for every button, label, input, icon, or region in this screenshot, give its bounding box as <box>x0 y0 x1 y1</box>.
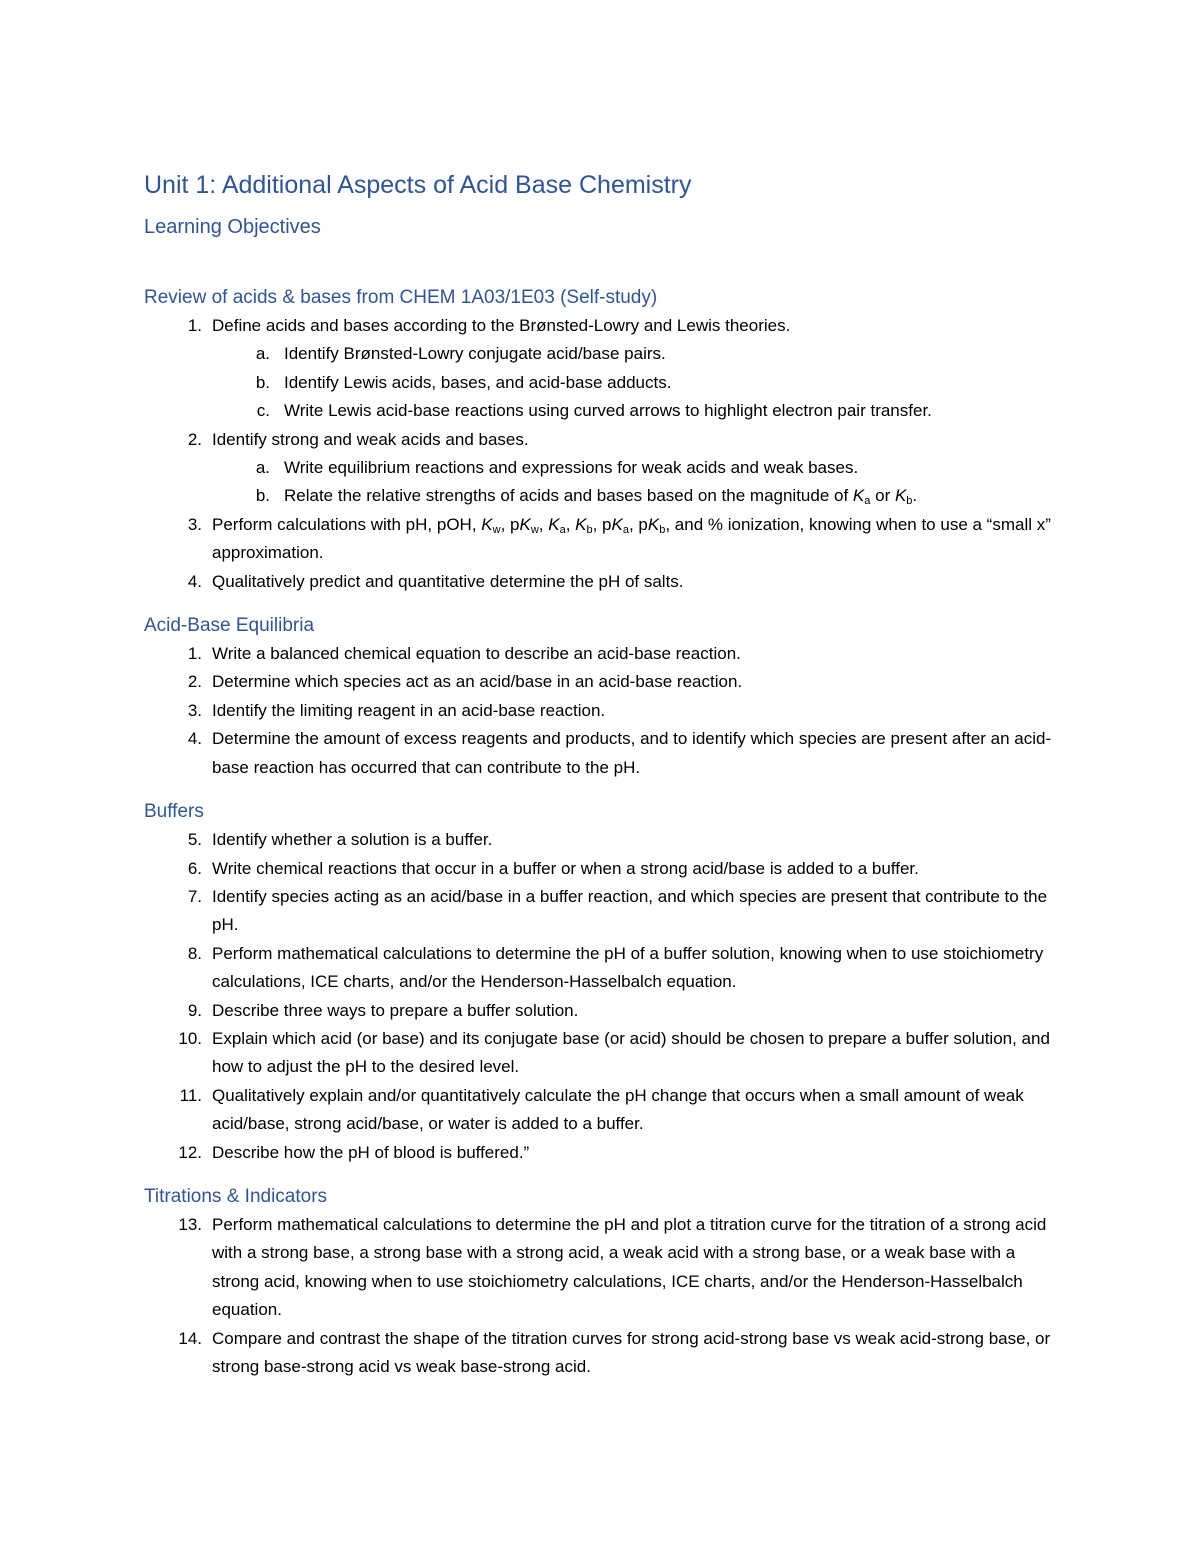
sub-list <box>212 454 1064 511</box>
item-text-rich: Relate the relative strengths of acids and bases based on the magnitude of $K_a$ or $K_b$. <box>284 486 918 508</box>
item-number: 8. <box>187 943 202 963</box>
item-text: Compare and contrast the shape of the titration curves for strong acid-strong base vs weak acid-strong base, or strong base-strong acid vs weak base-strong acid. <box>212 1328 1051 1376</box>
item-text: Define acids and bases according to the Brønsted-Lowry and Lewis theories. <box>212 316 791 335</box>
objective-list <box>144 1211 1064 1381</box>
sub-list-item <box>212 482 1064 510</box>
item-text: Perform mathematical calculations to determine the pH of a buffer solution, knowing when to use stoichiometry calculations, ICE charts, and/or the Henderson-Hasselbalch equation. <box>212 943 1044 992</box>
item-number: 7. <box>187 886 202 906</box>
item-text-rich: Perform calculations with pH, pOH, $K_w$, $pK_w$, $K_a$, $K_b$, $pK_a$, $pK_b$, and % ionization, knowing when to use a “small x” approximation. <box>212 514 1051 563</box>
sub-list-item <box>212 397 1064 425</box>
item-number: 4. <box>187 571 202 591</box>
list-item <box>144 697 1064 725</box>
item-letter: b. <box>255 372 270 392</box>
item-number: 9. <box>187 1000 202 1020</box>
list-item <box>144 855 1064 883</box>
item-text: Determine the amount of excess reagents and products, and to identify which species are present after an acid-base reaction has occurred that can contribute to the pH. <box>212 729 1052 777</box>
item-text: Explain which acid (or base) and its conjugate base (or acid) should be chosen to prepare a buffer solution, and how to adjust the pH to the desired level. <box>212 1028 1050 1077</box>
sub-list-item <box>212 454 1064 482</box>
item-text: Identify species acting as an acid/base in a buffer reaction, and which species are present that contribute to the pH. <box>212 886 1048 935</box>
item-number: 1. <box>187 644 202 664</box>
list-item <box>144 883 1064 940</box>
item-number: 4. <box>187 729 202 749</box>
item-number: 13. <box>178 1214 202 1234</box>
list-item <box>144 511 1064 568</box>
item-letter: a. <box>255 458 270 478</box>
item-text: Perform mathematical calculations to determine the pH and plot a titration curve for the titration of a strong acid with a strong base, a strong base with a strong acid, a weak acid with a strong base, or a weak base with a strong acid, knowing when to use stoichiometry calculations, ICE charts, and/or the Henderson-Hasselbalch equation. <box>212 1214 1047 1320</box>
item-number: 2. <box>187 672 202 692</box>
item-text: Describe how the pH of blood is buffered.” <box>212 1142 530 1162</box>
section-heading: Buffers <box>144 801 204 823</box>
item-letter: c. <box>256 401 270 421</box>
section-heading: Acid-Base Equilibria <box>144 615 315 637</box>
sub-list-item <box>212 369 1064 397</box>
list-item <box>144 940 1064 997</box>
item-text: Identify whether a solution is a buffer. <box>212 830 493 850</box>
item-number: 3. <box>187 514 202 534</box>
item-text: Identify Lewis acids, bases, and acid-base adducts. <box>284 372 672 392</box>
list-item <box>144 997 1064 1025</box>
item-text: Write a balanced chemical equation to describe an acid-base reaction. <box>212 644 741 664</box>
section-buffers <box>144 798 1064 1167</box>
item-number: 10. <box>178 1028 202 1048</box>
objective-list <box>144 826 1064 1167</box>
list-item <box>144 1211 1064 1325</box>
list-item <box>144 640 1064 668</box>
item-number: 3. <box>187 700 202 720</box>
list-item <box>144 312 1064 426</box>
item-number: 1. <box>187 316 202 335</box>
list-item <box>144 1325 1064 1382</box>
section-acid-base-equilibria <box>144 612 1064 782</box>
item-text: Identify Brønsted-Lowry conjugate acid/base pairs. <box>284 344 666 364</box>
item-number: 2. <box>187 429 202 449</box>
item-number: 12. <box>178 1142 202 1162</box>
page-title: Unit 1: Additional Aspects of Acid Base Chemistry <box>144 171 692 199</box>
sub-list <box>212 340 1064 425</box>
list-item <box>144 826 1064 854</box>
section-review <box>144 284 1064 596</box>
list-item <box>144 568 1064 596</box>
list-item <box>144 1082 1064 1139</box>
item-text: Qualitatively predict and quantitative determine the pH of salts. <box>212 571 684 591</box>
list-item <box>144 1025 1064 1082</box>
item-number: 14. <box>178 1328 202 1348</box>
section-heading: Review of acids & bases from CHEM 1A03/1E03 (Self-study) <box>144 287 658 308</box>
item-text: Describe three ways to prepare a buffer solution. <box>212 1000 579 1020</box>
item-number: 5. <box>187 830 202 850</box>
section-titrations-indicators <box>144 1183 1064 1381</box>
item-number: 11. <box>179 1085 202 1105</box>
list-item <box>144 1139 1064 1167</box>
sub-list-item <box>212 340 1064 368</box>
section-heading: Titrations & Indicators <box>144 1185 328 1207</box>
list-item <box>144 668 1064 696</box>
item-text: Identify strong and weak acids and bases. <box>212 429 529 449</box>
page-subtitle: Learning Objectives <box>144 216 321 238</box>
item-text: Write chemical reactions that occur in a buffer or when a strong acid/base is added to a buffer. <box>212 858 919 878</box>
item-letter: b. <box>255 486 270 506</box>
item-text: Write equilibrium reactions and expressions for weak acids and weak bases. <box>284 458 859 478</box>
item-text: Identify the limiting reagent in an acid-base reaction. <box>212 700 606 720</box>
document-content <box>144 166 1064 1381</box>
list-item <box>144 426 1064 511</box>
objective-list <box>144 640 1064 782</box>
item-text: Write Lewis acid-base reactions using curved arrows to highlight electron pair transfer. <box>284 401 932 421</box>
item-number: 6. <box>187 858 202 878</box>
objective-list <box>144 312 1064 596</box>
list-item <box>144 725 1064 782</box>
item-letter: a. <box>255 344 270 364</box>
item-text: Determine which species act as an acid/base in an acid-base reaction. <box>212 672 743 692</box>
item-text: Qualitatively explain and/or quantitatively calculate the pH change that occurs when a small amount of weak acid/base, strong acid/base, or water is added to a buffer. <box>212 1085 1024 1134</box>
